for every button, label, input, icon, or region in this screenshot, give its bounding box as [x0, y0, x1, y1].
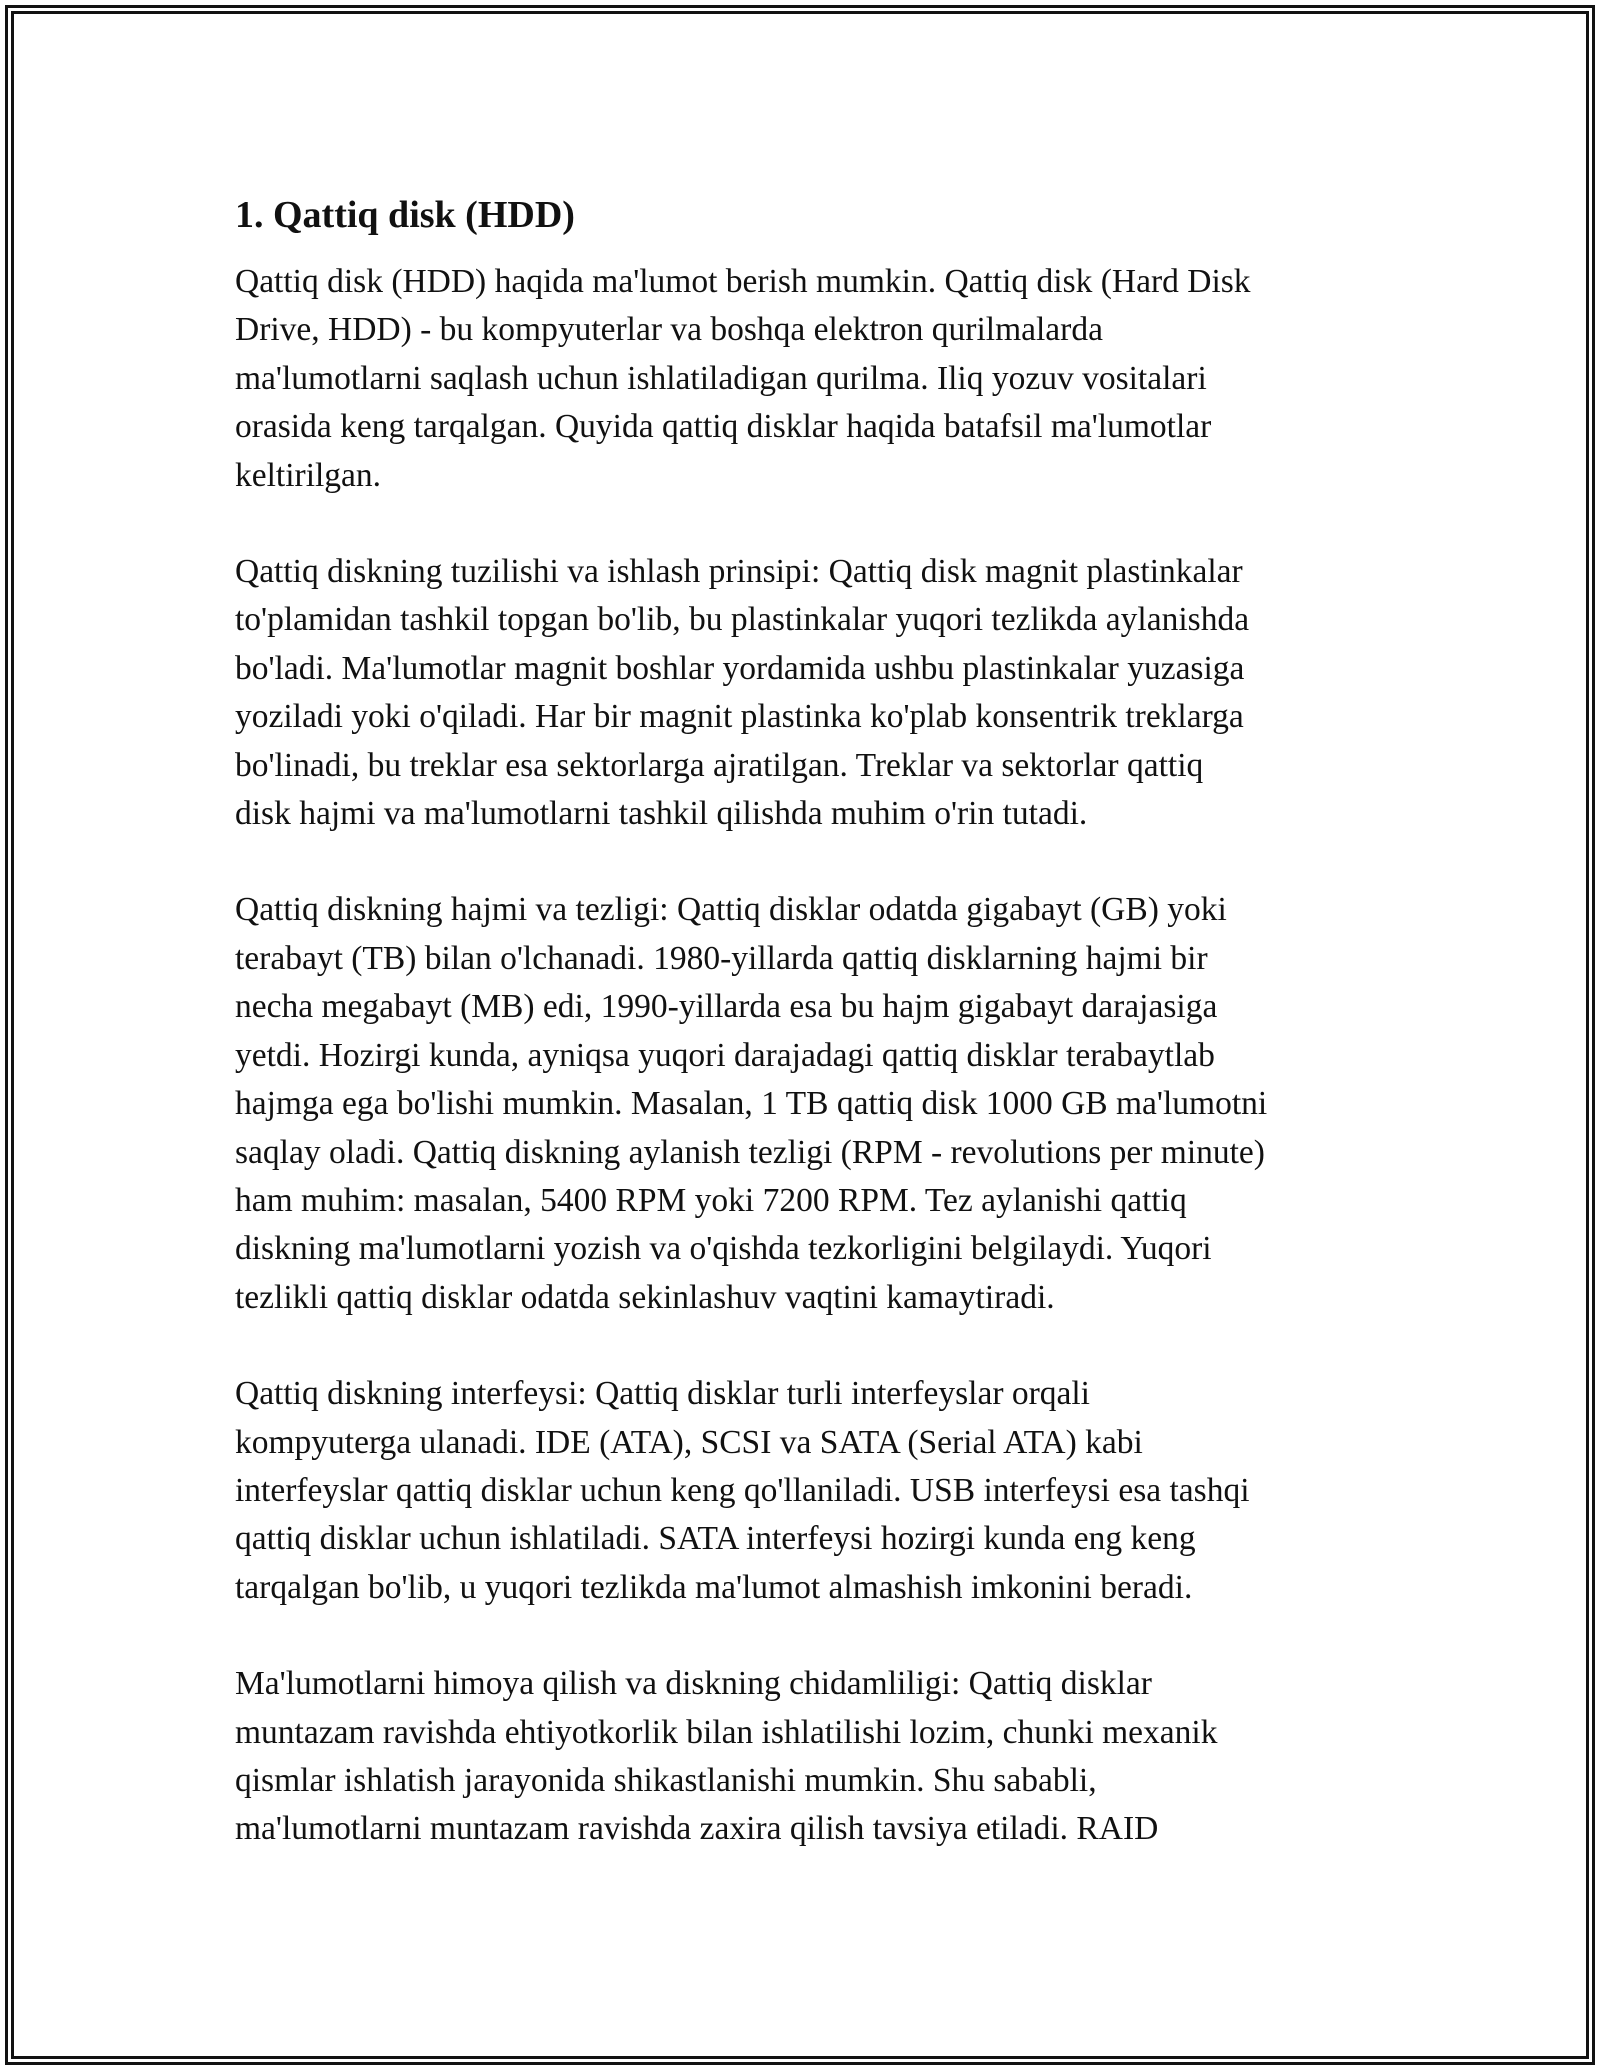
text-line: terabayt (TB) bilan o'lchanadi. 1980-yillarda qattiq disklarning hajmi bir [235, 939, 1208, 977]
text-line: orasida keng tarqalgan. Quyida qattiq disklar haqida batafsil ma'lumotlar [235, 408, 1212, 446]
text-line: Qattiq disk (HDD) haqida ma'lumot berish mumkin. Qattiq disk (Hard Disk [235, 263, 1251, 300]
text-line: Drive, HDD) - bu kompyuterlar va boshqa elektron qurilmalarda [235, 311, 1103, 349]
paragraph-capacity-speed [235, 886, 1370, 1322]
text-line: bo'linadi, bu treklar esa sektorlarga ajratilgan. Treklar va sektorlar qattiq [235, 746, 1204, 784]
text-line: tezlikli qattiq disklar odatda sekinlashuv vaqtini kamaytiradi. [235, 1278, 1055, 1316]
text-line: diskning ma'lumotlarni yozish va o'qishda tezkorligini belgilaydi. Yuqori [235, 1230, 1212, 1268]
text-line: qattiq disklar uchun ishlatiladi. SATA interfeysi hozirgi kunda eng keng [235, 1520, 1196, 1558]
text-line: disk hajmi va ma'lumotlarni tashkil qilishda muhim o'rin tutadi. [235, 795, 1088, 833]
text-line: muntazam ravishda ehtiyotkorlik bilan ishlatilishi lozim, chunki mexanik [235, 1713, 1218, 1751]
text-line: Qattiq diskning interfeysi: Qattiq disklar turli interfeyslar orqali [235, 1375, 1090, 1413]
paragraph-data-protection [235, 1660, 1370, 1854]
text-line: Qattiq diskning hajmi va tezligi: Qattiq disklar odatda gigabayt (GB) yoki [235, 891, 1227, 929]
text-line: interfeyslar qattiq disklar uchun keng qo'llaniladi. USB interfeysi esa tashqi [235, 1471, 1250, 1509]
text-line: keltirilgan. [235, 456, 382, 494]
text-line: Qattiq diskning tuzilishi va ishlash prinsipi: Qattiq disk magnit plastinkalar [235, 553, 1243, 591]
text-line: necha megabayt (MB) edi, 1990-yillarda esa bu hajm gigabayt darajasiga [235, 988, 1218, 1026]
paragraph-interface [235, 1370, 1370, 1612]
text-line: Ma'lumotlarni himoya qilish va diskning chidamliligi: Qattiq disklar [235, 1665, 1152, 1703]
text-line: bo'ladi. Ma'lumotlar magnit boshlar yordamida ushbu plastinkalar yuzasiga [235, 649, 1245, 687]
paragraph-intro [235, 258, 1370, 500]
paragraph-structure [235, 548, 1370, 838]
text-line: saqlay oladi. Qattiq diskning aylanish tezligi (RPM - revolutions per minute) [235, 1133, 1265, 1171]
text-line: ham muhim: masalan, 5400 RPM yoki 7200 RPM. Tez aylanishi qattiq [235, 1181, 1187, 1219]
text-line: tarqalgan bo'lib, u yuqori tezlikda ma'lumot almashish imkonini beradi. [235, 1568, 1193, 1606]
text-line: ma'lumotlarni muntazam ravishda zaxira qilish tavsiya etiladi. RAID [235, 1810, 1159, 1848]
document-body [235, 188, 1370, 1902]
text-line: ma'lumotlarni saqlash uchun ishlatiladigan qurilma. Iliq yozuv vositalari [235, 359, 1207, 397]
text-line: hajmga ega bo'lishi mumkin. Masalan, 1 TB qattiq disk 1000 GB ma'lumotni [235, 1085, 1268, 1123]
text-line: yetdi. Hozirgi kunda, ayniqsa yuqori darajadagi qattiq disklar terabaytlab [235, 1036, 1215, 1074]
section-heading: 1. Qattiq disk (HDD) [235, 194, 575, 236]
text-line: to'plamidan tashkil topgan bo'lib, bu plastinkalar yuqori tezlikda aylanishda [235, 601, 1250, 639]
text-line: kompyuterga ulanadi. IDE (ATA), SCSI va SATA (Serial ATA) kabi [235, 1423, 1143, 1461]
text-line: qismlar ishlatish jarayonida shikastlanishi mumkin. Shu sababli, [235, 1761, 1097, 1799]
text-line: yoziladi yoki o'qiladi. Har bir magnit plastinka ko'plab konsentrik treklarga [235, 698, 1244, 736]
